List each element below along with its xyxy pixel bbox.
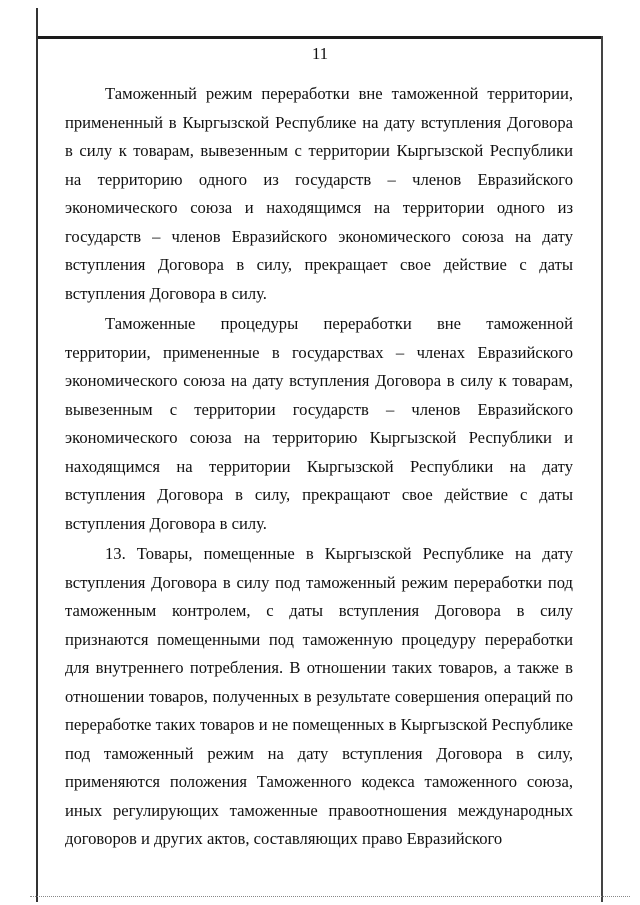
scan-frame-left-line (36, 8, 38, 902)
paragraph-processing-outside-territory-member-states: Таможенные процедуры переработки вне таможенной территории, примененные в государствах – членах Евразийского экономического союза на дату вступления Договора в силу к товарам, вывезенным с территории государств – членов Евразийского экономического союза на территорию Кыргызской Республики и находящимся на территории Кыргызской Республики на дату вступления Договора в силу, прекращают свое действие с даты вступления Договора в силу. (65, 314, 573, 533)
paragraph-item-13-processing-under-customs-control: 13. Товары, помещенные в Кыргызской Республике на дату вступления Договора в силу под таможенный режим переработки под таможенным контролем, с даты вступления Договора в силу признаются помещенными под таможенную процедуру переработки для внутреннего потребления. В отношении таких товаров, а также в отношении товаров, полученных в результате совершения операций по переработке таких товаров и не помещенных в Кыргызской Республике под таможенный режим на дату вступления Договора в силу, применяются положения Таможенного кодекса таможенного союза, иных регулирующих таможенные правоотношения международных договоров и других актов, составляющих право Евразийского (65, 544, 573, 848)
scan-frame-top-line (36, 36, 602, 39)
document-body (65, 80, 573, 854)
page-number: 11 (311, 44, 329, 63)
scan-frame-right-line (601, 36, 603, 902)
paragraph-processing-outside-territory-kyrgyz: Таможенный режим переработки вне таможенной территории, примененный в Кыргызской Республике на дату вступления Договора в силу к товарам, вывезенным с территории Кыргызской Республики на территорию одного из государств – членов Евразийского экономического союза и находящимся на территории одного из государств – членов Евразийского экономического союза на дату вступления Договора в силу, прекращает свое действие с даты вступления Договора в силу. (65, 84, 573, 303)
scan-bottom-edge (30, 896, 630, 903)
